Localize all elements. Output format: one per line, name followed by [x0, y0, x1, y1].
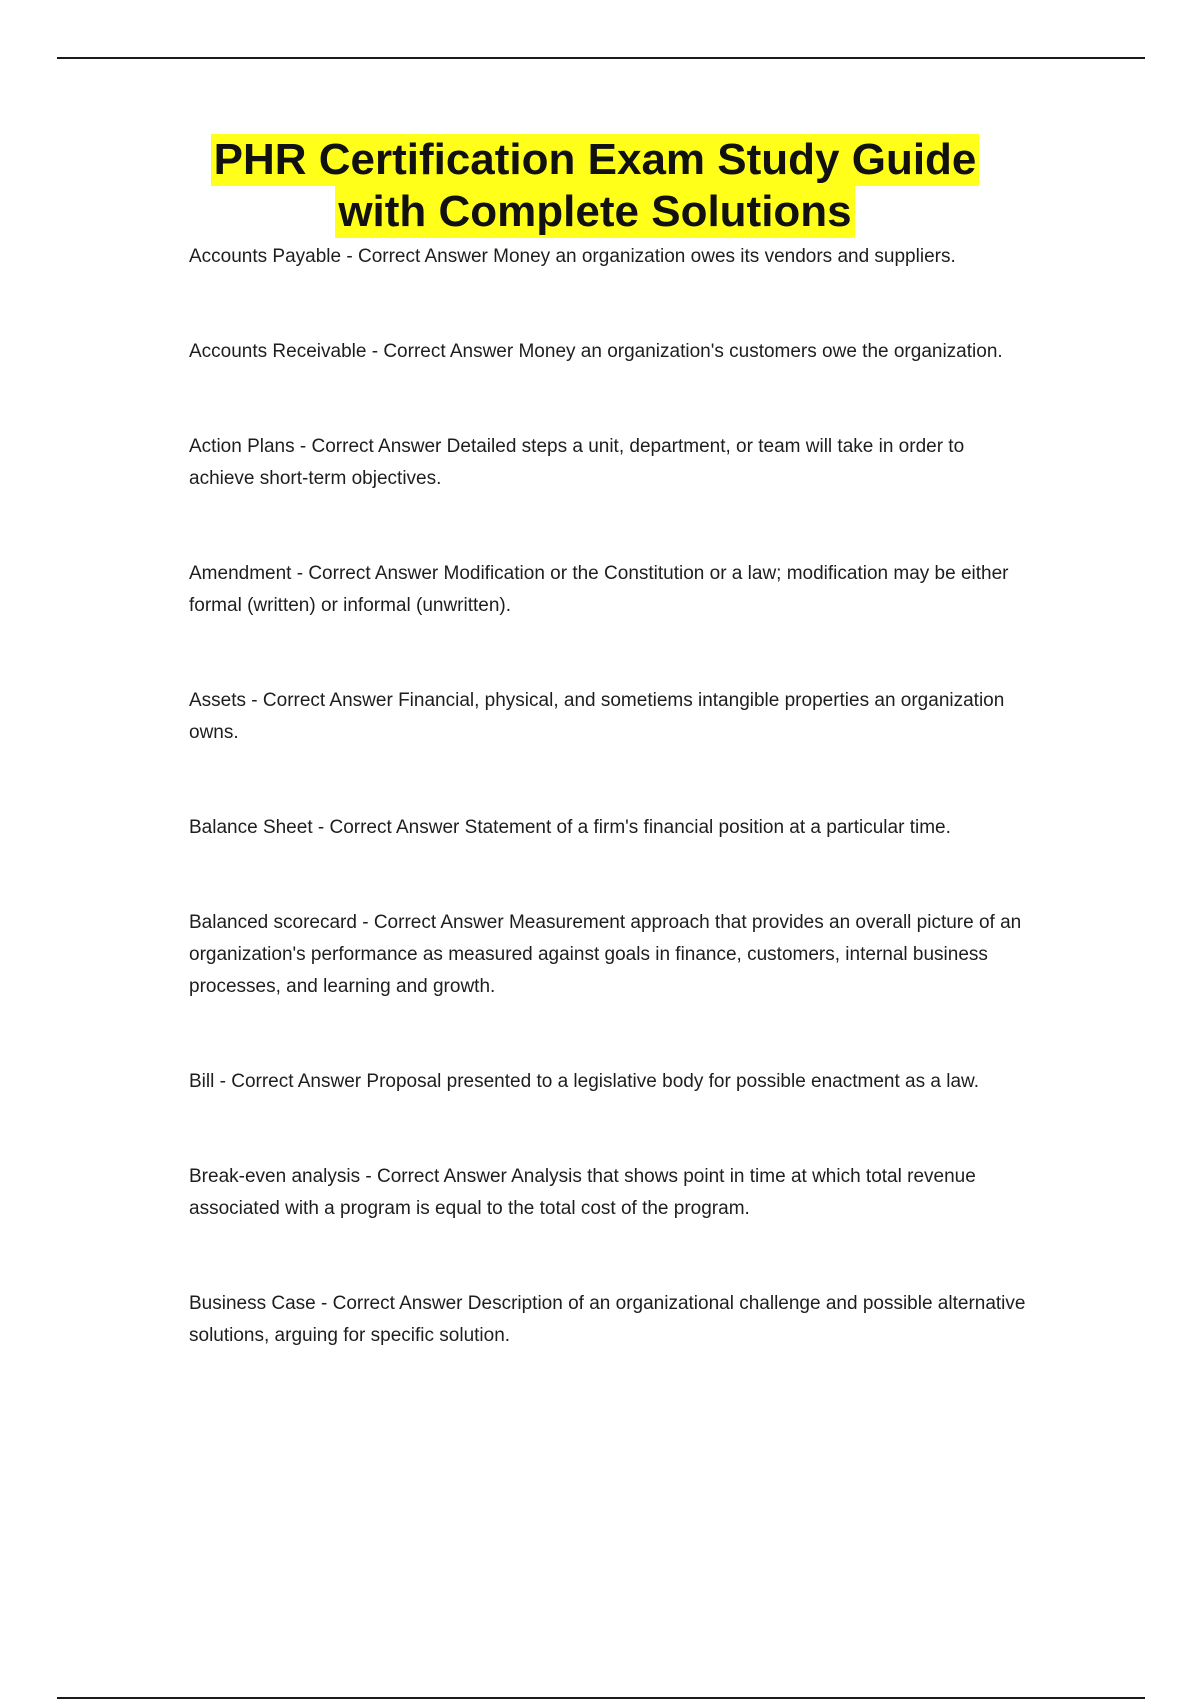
glossary-entry — [189, 241, 1029, 273]
entry-separator: - Correct Answer — [341, 246, 494, 267]
glossary-entry — [189, 336, 1029, 368]
title-line-2: with Complete Solutions — [335, 186, 854, 238]
entry-definition: Financial, physical, and sometiems intangible properties an organization owns. — [189, 690, 1005, 743]
glossary-entry — [189, 907, 1029, 1003]
bottom-rule — [57, 1697, 1145, 1699]
title-line-1: PHR Certification Exam Study Guide — [211, 134, 980, 186]
glossary-entry — [189, 1161, 1029, 1225]
entry-separator: - Correct Answer — [294, 436, 447, 457]
entry-definition: Proposal presented to a legislative body for possible enactment as a law. — [366, 1071, 979, 1092]
top-rule — [57, 57, 1145, 59]
entry-separator: - Correct Answer — [315, 1293, 468, 1314]
entry-term: Break-even analysis — [189, 1166, 361, 1187]
entry-separator: - Correct Answer — [214, 1071, 367, 1092]
glossary-list — [189, 241, 1029, 1352]
entry-term: Amendment — [189, 563, 292, 584]
entry-definition: Money an organization's customers owe the organization. — [518, 341, 1003, 362]
glossary-entry — [189, 1066, 1029, 1098]
entry-term: Assets — [189, 690, 247, 711]
entry-separator: - Correct Answer — [366, 341, 519, 362]
entry-term: Bill — [189, 1071, 215, 1092]
glossary-entry — [189, 558, 1029, 622]
entry-separator: - Correct Answer — [291, 563, 444, 584]
entry-definition: Analysis that shows point in time at which total revenue associated with a program is equal to the total cost of the program. — [189, 1166, 976, 1219]
entry-separator: - Correct Answer — [360, 1166, 512, 1187]
entry-definition: Description of an organizational challenge and possible alternative solutions, arguing for specific solution. — [189, 1293, 1026, 1346]
entry-term: Accounts Payable — [189, 246, 342, 267]
page-title — [0, 134, 1190, 238]
entry-separator: - Correct Answer — [356, 912, 509, 933]
entry-separator: - Correct Answer — [246, 690, 399, 711]
glossary-entry — [189, 812, 1029, 844]
entry-term: Accounts Receivable — [189, 341, 367, 362]
entry-definition: Modification or the Constitution or a law; modification may be either formal (written) or informal (unwritten). — [189, 563, 1009, 616]
entry-term: Balanced scorecard — [189, 912, 357, 933]
entry-term: Business Case — [189, 1293, 316, 1314]
entry-term: Balance Sheet — [189, 817, 313, 838]
entry-definition: Statement of a firm's financial position at a particular time. — [464, 817, 951, 838]
entry-definition: Measurement approach that provides an overall picture of an organization's performance as measured against goals in finance, customers, internal business processes, and learning and growth. — [189, 912, 1022, 997]
entry-definition: Detailed steps a unit, department, or team will take in order to achieve short-term objectives. — [189, 436, 965, 489]
glossary-entry — [189, 431, 1029, 495]
glossary-entry — [189, 685, 1029, 749]
entry-definition: Money an organization owes its vendors and suppliers. — [493, 246, 956, 267]
entry-separator: - Correct Answer — [312, 817, 465, 838]
glossary-entry — [189, 1288, 1029, 1352]
entry-term: Action Plans — [189, 436, 295, 457]
